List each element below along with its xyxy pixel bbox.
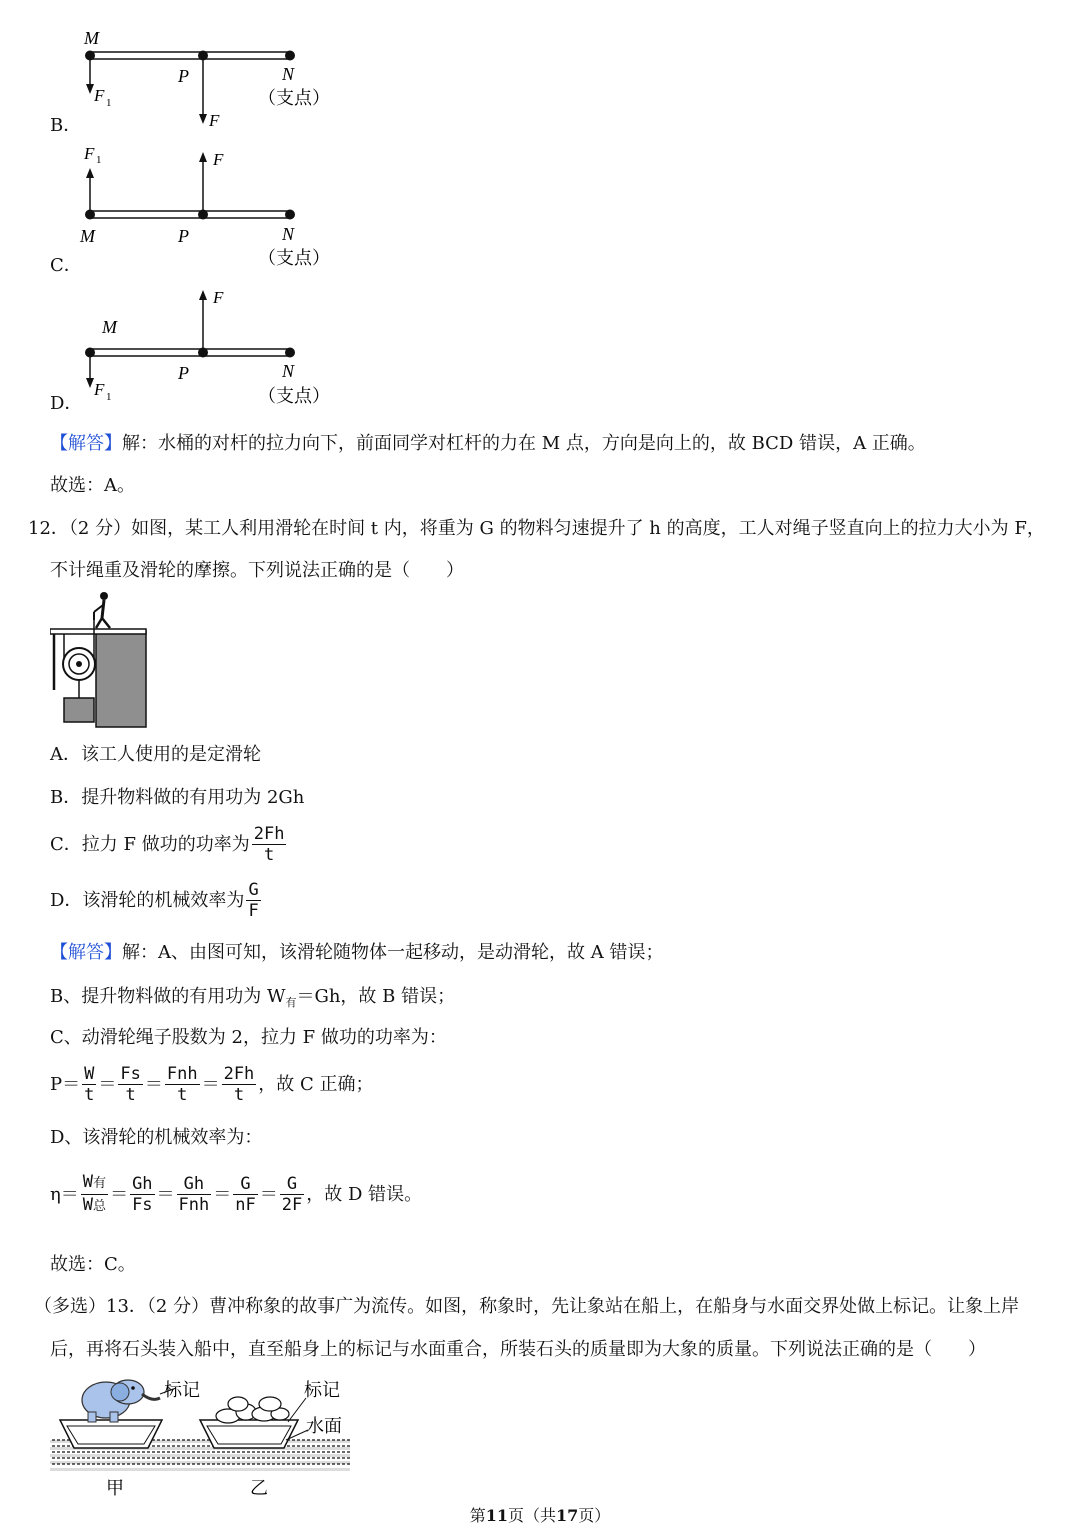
q11-answer [50,432,926,456]
mark-label-right: 标记 [304,1380,340,1400]
fraction-numerator: 2Fh [253,824,285,844]
lever-diagram-d [76,282,336,410]
answer-b-text: B、提升物料做的有用功为 W [50,986,286,1007]
label-p: P [178,363,189,383]
label-f1-sub: 1 [96,154,102,166]
equals-sign: ＝ [201,1073,220,1095]
efficiency-equation [50,1172,422,1217]
label-n: N [282,224,295,244]
label-m: M [102,317,117,337]
numerator-symbol: W [82,1172,94,1192]
power-equation [50,1064,374,1105]
q12-choice: 故选：C。 [50,1254,136,1275]
fraction-denominator: Fnh [178,1195,210,1215]
eta-fraction-4 [233,1174,257,1215]
fraction-denominator: t [84,1085,95,1105]
label-jia: 甲 [106,1478,124,1498]
label-f: F [213,288,224,307]
water-surface-label: 水面 [306,1416,342,1436]
p-fraction-2 [118,1064,142,1105]
fraction-denominator: t [177,1085,188,1105]
label-f1-sub: 1 [106,391,112,403]
fraction-numerator: G [233,1174,257,1195]
fraction-numerator: Fnh [166,1064,198,1084]
label-f1: F [84,144,95,163]
fraction-denominator: F [248,901,259,921]
fraction-denominator: nF [235,1195,256,1215]
fraction-numerator: W [84,1064,95,1084]
eta-fraction-1 [81,1172,108,1217]
label-m: M [84,28,99,48]
denominator-symbol: W [82,1195,94,1215]
label-fulcrum: （支点） [258,248,330,268]
label-f1: F [94,380,105,399]
fraction-numerator: Gh [132,1174,153,1194]
label-f: F [209,111,220,130]
label-p: P [178,66,189,86]
elephant-boat-diagram [50,1374,360,1502]
q12-answer-c: C、动滑轮绳子股数为 2，拉力 F 做功的功率为： [50,1027,447,1048]
answer-b-suffix: ＝Gh，故 B 错误； [296,986,456,1007]
equals-sign: ＝ [259,1183,278,1205]
fraction-numerator: Gh [177,1174,212,1195]
q12-option-d [50,880,263,921]
label-fulcrum: （支点） [258,88,330,108]
lever-diagram-c [76,144,336,274]
page-footer [0,1506,1080,1526]
option-d-text: D．该滑轮的机械效率为 [50,889,245,911]
p-fraction-1 [82,1064,96,1105]
eta-suffix: ，故 D 错误。 [306,1183,423,1205]
fraction-denominator: t [233,1085,245,1105]
q12-stem-line2: 不计绳重及滑轮的摩擦。下列说法正确的是（ ） [50,560,464,581]
fraction-denominator [81,1195,108,1217]
answer-b-subscript: 有 [285,996,297,1009]
footer-mid: 页（共 [507,1506,556,1525]
fraction-denominator: t [125,1085,136,1105]
equals-sign: ＝ [156,1183,175,1205]
option-c-label: C． [50,255,82,276]
label-n: N [282,361,295,381]
fraction-denominator: 2F [281,1195,303,1215]
q11-choice: 故选：A。 [50,475,135,496]
eta-fraction-5 [280,1174,304,1215]
fraction-numerator: Fs [120,1064,141,1084]
fraction-numerator [81,1172,108,1195]
q13-stem-line1: （多选）13．（2 分）曹冲称象的故事广为流传。如图，称象时，先让象站在船上，在船身与水面交界处做上标记。让象上岸 [34,1296,1020,1317]
footer-prefix: 第 [469,1506,486,1525]
label-yi: 乙 [250,1478,268,1498]
q12-answer-a [50,941,663,965]
equals-sign: ＝ [213,1183,232,1205]
answer-tag: 【解答】 [50,433,122,454]
answer-tag: 【解答】 [50,942,122,963]
option-d-label: D． [50,393,83,414]
eta-fraction-3 [177,1174,212,1215]
q12-answer-d: D、该滑轮的机械效率为： [50,1127,263,1148]
mark-label-left: 标记 [164,1380,200,1400]
eta-label: η＝ [50,1183,79,1205]
denominator-subscript: 总 [93,1199,107,1214]
total-pages: 17 [556,1506,579,1525]
label-f: F [213,150,224,169]
eta-fraction-2 [130,1174,154,1215]
footer-suffix: 页） [578,1506,611,1525]
answer-text: 解：水桶的对杆的拉力向下，前面同学对杠杆的力在 M 点，方向是向上的，故 BCD 错误，A 正确。 [122,433,926,454]
fraction-denominator: Fs [132,1195,153,1215]
label-f1: F [94,86,105,105]
fraction-denominator: t [263,845,275,865]
label-f1-sub: 1 [106,97,112,109]
fraction-numerator: 2Fh [223,1064,255,1084]
option-b-label: B． [50,115,82,136]
equals-sign: ＝ [110,1183,129,1205]
equals-sign: ＝ [98,1073,117,1095]
p-suffix: ，故 C 正确； [258,1073,374,1095]
label-fulcrum: （支点） [258,386,330,406]
p-label: P＝ [50,1073,81,1095]
q12-option-b: B．提升物料做的有用功为 2Gh [50,787,305,808]
answer-text: 解：A、由图可知，该滑轮随物体一起移动，是动滑轮，故 A 错误； [122,942,664,963]
fraction-numerator: G [248,880,259,900]
option-d-fraction [246,880,260,921]
q12-option-a: A．该工人使用的是定滑轮 [50,744,261,765]
current-page: 11 [485,1506,508,1525]
numerator-subscript: 有 [93,1176,107,1191]
q13-stem-line2: 后，再将石头装入船中，直至船身上的标记与水面重合，所装石头的质量即为大象的质量。下列说法正确的是（ ） [50,1339,986,1360]
option-c-fraction [252,824,287,865]
q12-answer-b [50,985,455,1015]
lever-diagram-b [76,26,336,136]
q12-stem-line1: 12．（2 分）如图，某工人利用滑轮在时间 t 内，将重为 G 的物料匀速提升了 h 的高度，工人对绳子竖直向上的拉力大小为 F， [28,518,1045,539]
p-fraction-3 [165,1064,200,1105]
p-fraction-4 [222,1064,257,1105]
label-n: N [282,64,295,84]
option-c-text: C．拉力 F 做功的功率为 [50,833,250,855]
fraction-numerator: G [280,1174,304,1195]
pulley-diagram [50,592,150,732]
label-m: M [80,226,95,246]
q12-option-c [50,824,288,865]
label-p: P [178,226,189,246]
equals-sign: ＝ [144,1073,163,1095]
